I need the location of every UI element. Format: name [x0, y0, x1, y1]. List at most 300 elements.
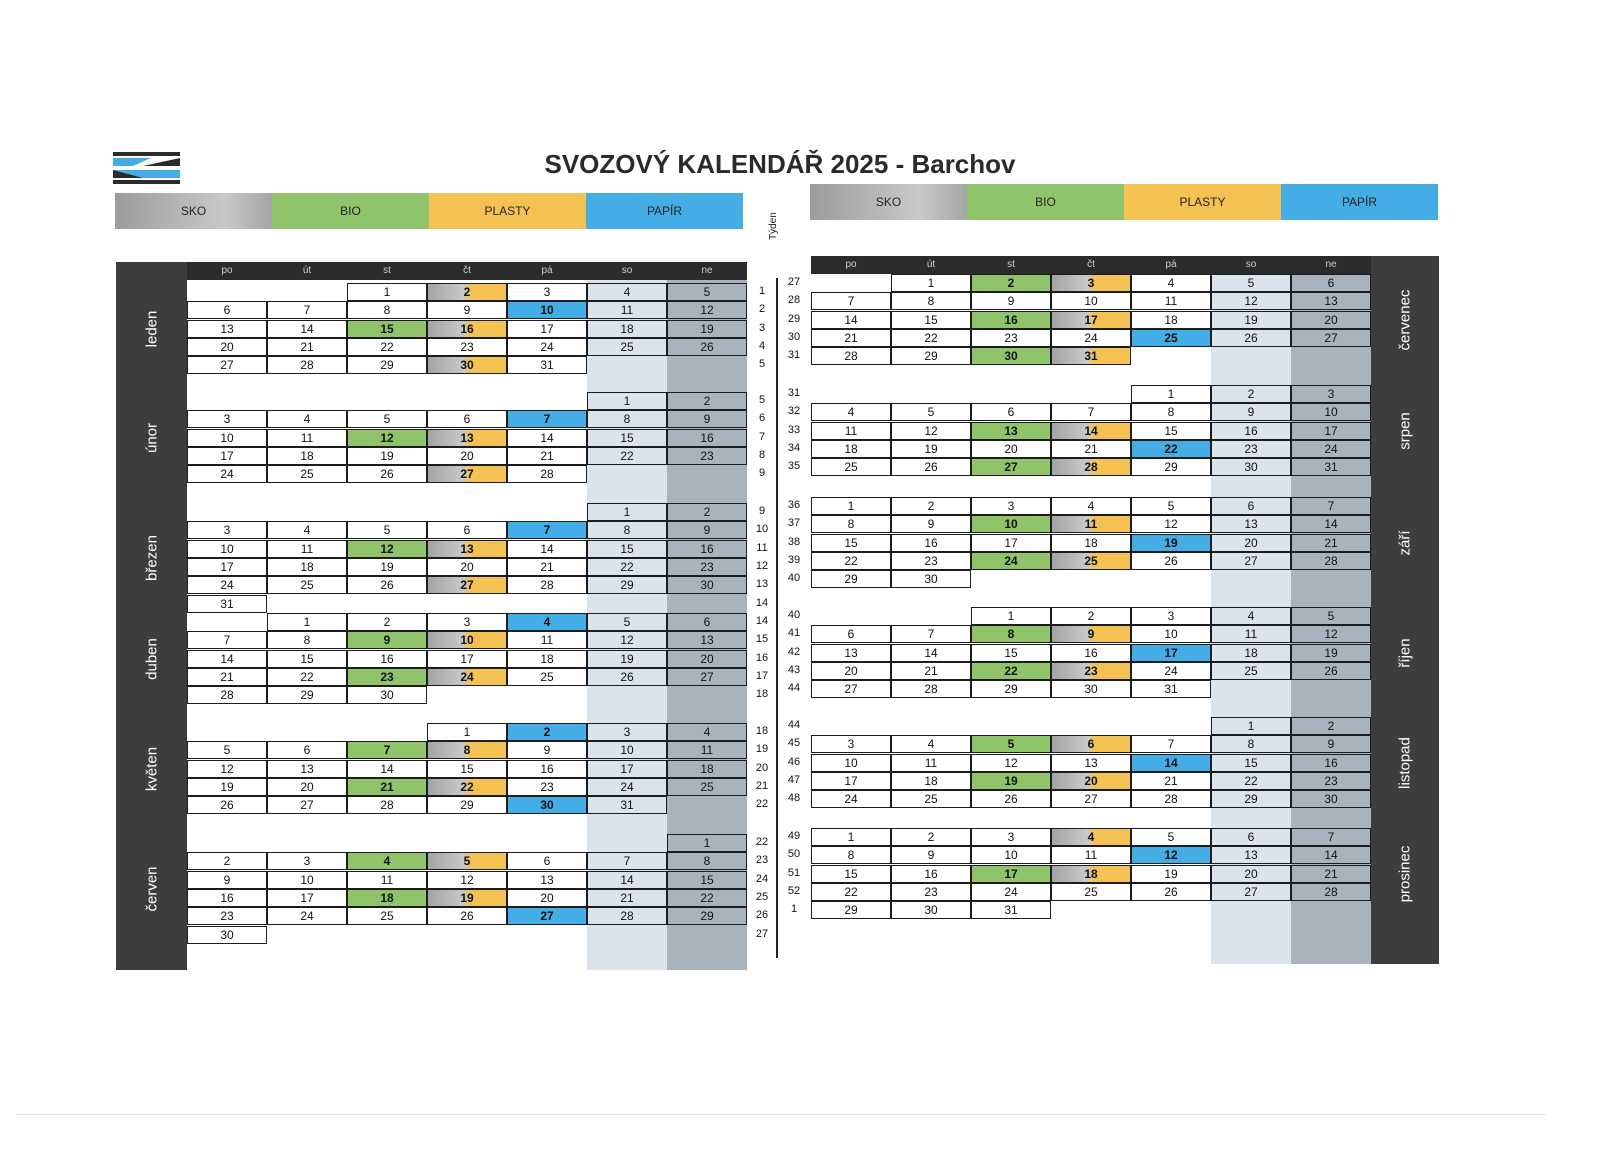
- day-cell: 26: [187, 796, 267, 814]
- page-edge: [16, 1114, 1546, 1115]
- month-label-7: srpen: [1396, 411, 1414, 450]
- day-cell: 21: [1131, 772, 1211, 790]
- day-cell: 19: [427, 889, 507, 907]
- day-cell: 10: [267, 871, 347, 889]
- day-cell: 27: [1291, 329, 1371, 347]
- day-cell: 30: [1291, 790, 1371, 808]
- day-cell: 6: [1211, 497, 1291, 515]
- day-cell: 2: [667, 392, 747, 410]
- day-cell: 1: [587, 392, 667, 410]
- day-cell: 17: [811, 772, 891, 790]
- day-cell: 2: [667, 503, 747, 521]
- day-cell: 6: [667, 613, 747, 631]
- day-header-3: čt: [1087, 259, 1095, 270]
- day-cell: 5: [187, 741, 267, 759]
- day-cell: 29: [1131, 458, 1211, 476]
- week-number: 14: [755, 596, 769, 609]
- day-cell: 11: [587, 301, 667, 319]
- day-cell: 8: [971, 625, 1051, 643]
- day-cell: 7: [1051, 403, 1131, 421]
- day-cell: 15: [587, 540, 667, 558]
- day-cell: 28: [1291, 883, 1371, 901]
- day-cell: 1: [347, 283, 427, 301]
- day-cell: 6: [427, 410, 507, 428]
- day-cell: 23: [667, 447, 747, 465]
- day-cell: 3: [971, 497, 1051, 515]
- month-label-1: únor: [143, 422, 160, 453]
- day-cell: 10: [187, 540, 267, 558]
- day-cell: 8: [811, 846, 891, 864]
- day-cell: 14: [1291, 846, 1371, 864]
- week-number: 26: [755, 909, 769, 922]
- day-cell: 5: [1291, 607, 1371, 625]
- day-cell: 15: [811, 534, 891, 552]
- day-cell: 19: [667, 320, 747, 338]
- day-cell: 8: [587, 521, 667, 539]
- week-number: 30: [787, 330, 801, 343]
- day-cell: 7: [891, 625, 971, 643]
- day-cell: 31: [1051, 347, 1131, 365]
- day-cell: 28: [267, 356, 347, 374]
- legend-bio: BIO: [967, 184, 1124, 220]
- day-cell: 28: [811, 347, 891, 365]
- day-cell: 20: [1291, 311, 1371, 329]
- week-number: 22: [755, 798, 769, 811]
- week-number: 25: [755, 890, 769, 903]
- month-label-4: květen: [143, 746, 160, 791]
- day-cell: 13: [427, 429, 507, 447]
- day-cell: 16: [971, 311, 1051, 329]
- day-cell: 23: [187, 907, 267, 925]
- day-cell: 27: [427, 576, 507, 594]
- day-header-4: pá: [541, 265, 553, 276]
- week-number: 41: [787, 627, 801, 640]
- legend-bio: BIO: [272, 193, 429, 229]
- week-number: 22: [755, 836, 769, 848]
- day-cell: 20: [811, 662, 891, 680]
- day-cell: 14: [347, 760, 427, 778]
- day-cell: 9: [971, 292, 1051, 310]
- day-cell: 25: [1131, 329, 1211, 347]
- day-header-2: st: [383, 265, 391, 276]
- week-number: 18: [755, 725, 769, 737]
- month-label-0: leden: [143, 310, 160, 348]
- day-cell: 25: [1051, 883, 1131, 901]
- day-cell: 17: [187, 558, 267, 576]
- legend-sko: SKO: [810, 184, 967, 220]
- day-cell: 5: [347, 521, 427, 539]
- day-cell: 4: [667, 723, 747, 741]
- day-cell: 21: [267, 338, 347, 356]
- week-number: 37: [787, 517, 801, 530]
- week-label: Týden: [768, 212, 779, 240]
- month-label-11: prosinec: [1396, 845, 1414, 903]
- week-number: 31: [787, 349, 801, 362]
- day-cell: 22: [811, 883, 891, 901]
- day-cell: 15: [1211, 754, 1291, 772]
- day-cell: 30: [347, 686, 427, 704]
- page-title: SVOZOVÝ KALENDÁŘ 2025 - Barchov: [544, 149, 1016, 179]
- day-cell: 28: [187, 686, 267, 704]
- month-label-10: listopad: [1396, 736, 1414, 789]
- day-cell: 28: [891, 680, 971, 698]
- day-cell: 29: [971, 680, 1051, 698]
- day-cell: 24: [187, 465, 267, 483]
- day-cell: 30: [667, 576, 747, 594]
- day-cell: 18: [667, 760, 747, 778]
- day-cell: 9: [667, 410, 747, 428]
- day-cell: 21: [507, 447, 587, 465]
- week-number: 48: [787, 792, 801, 805]
- day-cell: 3: [187, 410, 267, 428]
- day-cell: 23: [1211, 440, 1291, 458]
- day-cell: 14: [1291, 515, 1371, 533]
- day-cell: 9: [1291, 735, 1371, 753]
- day-cell: 12: [1211, 292, 1291, 310]
- week-number: 29: [787, 312, 801, 325]
- day-cell: 17: [1291, 422, 1371, 440]
- day-cell: 12: [1291, 625, 1371, 643]
- day-cell: 18: [587, 320, 667, 338]
- day-cell: 31: [187, 595, 267, 613]
- day-cell: 2: [347, 613, 427, 631]
- day-cell: 26: [1131, 883, 1211, 901]
- day-cell: 5: [427, 852, 507, 870]
- day-cell: 24: [811, 790, 891, 808]
- day-cell: 1: [427, 723, 507, 741]
- day-cell: 6: [427, 521, 507, 539]
- day-cell: 20: [187, 338, 267, 356]
- day-cell: 31: [1291, 458, 1371, 476]
- day-cell: 23: [347, 668, 427, 686]
- day-cell: 10: [187, 429, 267, 447]
- month-label-6: červenec: [1396, 289, 1414, 351]
- day-cell: 24: [971, 552, 1051, 570]
- day-cell: 24: [507, 338, 587, 356]
- day-cell: 18: [347, 889, 427, 907]
- day-cell: 13: [1291, 292, 1371, 310]
- week-number: 13: [755, 578, 769, 591]
- day-cell: 17: [971, 534, 1051, 552]
- day-cell: 18: [1051, 865, 1131, 883]
- day-cell: 15: [427, 760, 507, 778]
- day-cell: 4: [267, 410, 347, 428]
- day-cell: 23: [667, 558, 747, 576]
- day-cell: 30: [971, 347, 1051, 365]
- day-cell: 18: [811, 440, 891, 458]
- week-number: 5: [758, 394, 766, 406]
- day-cell: 7: [1131, 735, 1211, 753]
- day-cell: 28: [1051, 458, 1131, 476]
- day-cell: 21: [347, 778, 427, 796]
- day-cell: 3: [507, 283, 587, 301]
- day-cell: 27: [1051, 790, 1131, 808]
- day-cell: 30: [1051, 680, 1131, 698]
- week-number: 35: [787, 460, 801, 473]
- day-cell: 2: [891, 497, 971, 515]
- week-number: 49: [787, 830, 801, 842]
- day-cell: 8: [427, 741, 507, 759]
- day-cell: 18: [1211, 644, 1291, 662]
- day-header-row: [811, 256, 1371, 274]
- day-cell: 19: [971, 772, 1051, 790]
- day-cell: 6: [811, 625, 891, 643]
- day-cell: 12: [1131, 515, 1211, 533]
- day-cell: 27: [1211, 552, 1291, 570]
- day-cell: 31: [507, 356, 587, 374]
- day-cell: 14: [267, 320, 347, 338]
- day-cell: 18: [267, 447, 347, 465]
- day-cell: 10: [587, 741, 667, 759]
- day-cell: 14: [507, 540, 587, 558]
- day-cell: 5: [667, 283, 747, 301]
- week-number: 19: [755, 743, 769, 756]
- legend-papir: PAPÍR: [1281, 184, 1438, 220]
- legend-left: [115, 193, 743, 229]
- day-cell: 27: [427, 465, 507, 483]
- day-cell: 10: [507, 301, 587, 319]
- week-number: 2: [758, 303, 766, 316]
- day-cell: 30: [1211, 458, 1291, 476]
- day-cell: 29: [667, 907, 747, 925]
- day-cell: 3: [1131, 607, 1211, 625]
- day-cell: 8: [891, 292, 971, 310]
- day-cell: 23: [1291, 772, 1371, 790]
- legend-sko: SKO: [115, 193, 272, 229]
- day-cell: 23: [891, 883, 971, 901]
- day-header-0: po: [221, 265, 233, 276]
- day-cell: 13: [811, 644, 891, 662]
- day-cell: 11: [667, 741, 747, 759]
- day-cell: 31: [587, 796, 667, 814]
- day-cell: 13: [427, 540, 507, 558]
- week-number: 32: [787, 405, 801, 418]
- day-cell: 6: [187, 301, 267, 319]
- week-number: 38: [787, 535, 801, 548]
- day-cell: 7: [347, 741, 427, 759]
- week-number: 47: [787, 773, 801, 786]
- day-cell: 18: [267, 558, 347, 576]
- day-cell: 22: [811, 552, 891, 570]
- day-cell: 1: [811, 828, 891, 846]
- day-cell: 21: [1291, 534, 1371, 552]
- day-cell: 20: [1211, 865, 1291, 883]
- day-cell: 19: [187, 778, 267, 796]
- day-cell: 31: [971, 901, 1051, 919]
- day-cell: 22: [667, 889, 747, 907]
- day-header-1: út: [926, 259, 936, 270]
- week-number: 14: [755, 615, 769, 627]
- week-number: 39: [787, 553, 801, 566]
- day-cell: 5: [587, 613, 667, 631]
- day-cell: 18: [1051, 534, 1131, 552]
- day-cell: 19: [1131, 534, 1211, 552]
- day-cell: 2: [891, 828, 971, 846]
- day-cell: 2: [1211, 385, 1291, 403]
- day-cell: 7: [1291, 828, 1371, 846]
- day-cell: 3: [427, 613, 507, 631]
- day-cell: 4: [347, 852, 427, 870]
- day-cell: 11: [507, 631, 587, 649]
- day-cell: 3: [267, 852, 347, 870]
- week-number: 16: [755, 651, 769, 664]
- week-number: 23: [755, 854, 769, 867]
- week-number: 1: [758, 285, 766, 297]
- day-cell: 12: [1131, 846, 1211, 864]
- day-cell: 22: [1211, 772, 1291, 790]
- day-cell: 11: [1211, 625, 1291, 643]
- day-cell: 7: [507, 410, 587, 428]
- week-number: 28: [787, 294, 801, 307]
- day-cell: 25: [587, 338, 667, 356]
- day-cell: 26: [891, 458, 971, 476]
- day-header-4: pá: [1165, 259, 1177, 270]
- day-cell: 15: [267, 650, 347, 668]
- day-cell: 22: [971, 662, 1051, 680]
- day-cell: 23: [1051, 662, 1131, 680]
- day-cell: 18: [507, 650, 587, 668]
- day-cell: 25: [267, 465, 347, 483]
- day-cell: 21: [507, 558, 587, 576]
- day-cell: 29: [587, 576, 667, 594]
- day-cell: 15: [347, 320, 427, 338]
- week-number: 40: [787, 572, 801, 585]
- day-cell: 28: [347, 796, 427, 814]
- day-cell: 16: [1211, 422, 1291, 440]
- day-cell: 5: [971, 735, 1051, 753]
- week-number: 42: [787, 645, 801, 658]
- day-cell: 4: [891, 735, 971, 753]
- week-number: 27: [787, 276, 801, 288]
- day-cell: 31: [1131, 680, 1211, 698]
- day-cell: 12: [891, 422, 971, 440]
- day-cell: 12: [347, 540, 427, 558]
- day-cell: 10: [971, 515, 1051, 533]
- day-cell: 25: [667, 778, 747, 796]
- day-header-row: [187, 262, 747, 280]
- day-cell: 13: [187, 320, 267, 338]
- week-number: 43: [787, 663, 801, 676]
- day-cell: 27: [507, 907, 587, 925]
- day-cell: 12: [187, 760, 267, 778]
- day-cell: 17: [187, 447, 267, 465]
- day-cell: 15: [667, 871, 747, 889]
- day-cell: 4: [1051, 828, 1131, 846]
- day-cell: 3: [971, 828, 1051, 846]
- day-cell: 8: [587, 410, 667, 428]
- day-cell: 25: [267, 576, 347, 594]
- day-cell: 27: [667, 668, 747, 686]
- day-cell: 16: [1051, 644, 1131, 662]
- day-cell: 26: [347, 576, 427, 594]
- day-cell: 5: [891, 403, 971, 421]
- week-number: 8: [758, 448, 766, 461]
- legend-papir: PAPÍR: [586, 193, 743, 229]
- day-cell: 17: [1131, 644, 1211, 662]
- day-cell: 15: [971, 644, 1051, 662]
- day-cell: 25: [1051, 552, 1131, 570]
- day-cell: 1: [1131, 385, 1211, 403]
- day-cell: 17: [427, 650, 507, 668]
- day-cell: 15: [587, 429, 667, 447]
- day-cell: 21: [187, 668, 267, 686]
- day-cell: 20: [507, 889, 587, 907]
- legend-plasty: PLASTY: [429, 193, 586, 229]
- day-cell: 14: [891, 644, 971, 662]
- day-cell: 12: [587, 631, 667, 649]
- day-cell: 1: [667, 834, 747, 852]
- day-cell: 26: [971, 790, 1051, 808]
- day-cell: 6: [267, 741, 347, 759]
- week-number: 18: [755, 688, 769, 701]
- day-header-5: so: [1245, 259, 1257, 270]
- day-cell: 19: [1131, 865, 1211, 883]
- week-number: 12: [755, 559, 769, 572]
- day-cell: 16: [891, 865, 971, 883]
- day-cell: 12: [667, 301, 747, 319]
- day-cell: 6: [1211, 828, 1291, 846]
- day-cell: 8: [811, 515, 891, 533]
- day-header-6: ne: [701, 265, 713, 276]
- week-number: 17: [755, 669, 769, 682]
- week-number: 7: [758, 430, 766, 443]
- day-cell: 29: [811, 570, 891, 588]
- day-cell: 17: [267, 889, 347, 907]
- day-cell: 23: [891, 552, 971, 570]
- day-cell: 17: [507, 320, 587, 338]
- day-cell: 8: [1131, 403, 1211, 421]
- day-cell: 5: [347, 410, 427, 428]
- day-cell: 12: [971, 754, 1051, 772]
- day-cell: 22: [891, 329, 971, 347]
- day-cell: 2: [427, 283, 507, 301]
- day-cell: 29: [347, 356, 427, 374]
- day-cell: 9: [891, 515, 971, 533]
- week-number: 9: [758, 467, 766, 480]
- day-cell: 8: [347, 301, 427, 319]
- day-cell: 25: [1211, 662, 1291, 680]
- day-cell: 17: [1051, 311, 1131, 329]
- day-cell: 9: [1211, 403, 1291, 421]
- day-cell: 1: [587, 503, 667, 521]
- day-cell: 4: [1051, 497, 1131, 515]
- day-cell: 9: [667, 521, 747, 539]
- day-cell: 26: [587, 668, 667, 686]
- day-cell: 28: [1291, 552, 1371, 570]
- day-cell: 14: [811, 311, 891, 329]
- month-side-band: [116, 262, 187, 970]
- day-cell: 19: [347, 558, 427, 576]
- day-cell: 3: [187, 521, 267, 539]
- day-cell: 2: [971, 274, 1051, 292]
- day-cell: 21: [1291, 865, 1371, 883]
- day-cell: 15: [811, 865, 891, 883]
- day-cell: 28: [507, 576, 587, 594]
- day-cell: 9: [507, 741, 587, 759]
- day-cell: 7: [187, 631, 267, 649]
- day-cell: 11: [267, 540, 347, 558]
- day-cell: 4: [507, 613, 587, 631]
- day-cell: 8: [1211, 735, 1291, 753]
- day-cell: 24: [587, 778, 667, 796]
- day-cell: 2: [1051, 607, 1131, 625]
- day-cell: 22: [587, 558, 667, 576]
- day-cell: 11: [347, 871, 427, 889]
- day-cell: 20: [427, 447, 507, 465]
- day-cell: 27: [811, 680, 891, 698]
- day-cell: 20: [1051, 772, 1131, 790]
- day-cell: 29: [811, 901, 891, 919]
